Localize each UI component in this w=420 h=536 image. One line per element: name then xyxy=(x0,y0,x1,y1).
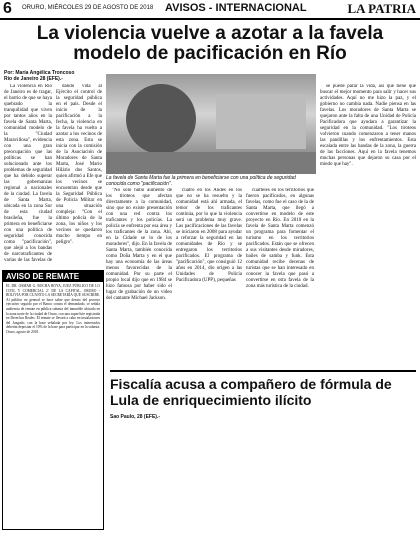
legal-notice-box xyxy=(2,270,104,530)
photo-wall-shape xyxy=(216,94,306,149)
photo-road-shape xyxy=(106,152,316,174)
story1-col1-text: La violencia en Río de Janeiro es de tragar, el barrio de que se haya quebrado la tranquilidad que viven por tantos años en la favela de Santa Marta, comunidad modelo de la "Ciudad Maravillosa", evidencia con una gran preocupación que las políticas se han solucionado ante los problemas de seguridad que ha debido superar las gobernanzas regional a nacionales de la ciudad. La favela de Santa Marta, ubicada en la zona Sur de esta ciudad brasileña, fue la primera en beneficiarse con una política de seguridad conocida como "pacificación", que alejó a los bandas de narcotraficantes de varias de las favelas de xyxy=(4,84,52,263)
page-number: 6 xyxy=(3,0,12,17)
story1-col4 xyxy=(176,188,242,364)
story1-col5 xyxy=(246,188,314,364)
dateline: ORURO, MIÉRCOLES 29 DE AGOSTO DE 2018 xyxy=(22,5,154,11)
story1-col4-text: cuatro en los Andes en los que no se ha resuelto y la comunidad está ahí armada, el temor de los traficantes continúa, por lo que la violencia será un problema muy grave. Las pacificaciones de las favelas se iniciaron en 2008 para ayudar a reforzar la seguridad en las comunidades de Río y se entregaron los territorios pacificados. El programa de "pacificación", que consiguió 12 años en 2014, dio origen a las Unidades de Policía Pacificadora (UPP), pequeñas xyxy=(176,188,242,283)
story2-headline: Fiscalía acusa a compañero de fórmula de Lula de enriquecimiento ilícito xyxy=(110,370,416,408)
story2-byline: Sao Paulo, 28 (EFE).- xyxy=(110,414,161,420)
story1-headline: La violencia vuelve a azotar a la favela modelo de pacificación en Río xyxy=(36,23,384,64)
newspaper-logo: LA PATRIA xyxy=(347,1,416,16)
legal-notice-title: AVISO DE REMATE xyxy=(3,271,103,282)
story1-col3-text: "No solo hubo aumento de los tiroteos que afectan directamente a la comunidad, sino que no existe presentación con una red contra los traficantes y los policías. La policía se enfrenta por esa área y los traficantes de la zona. Ahí, en la Cidade se lo de los moradores", dijo. En la favela de Santa Marta, también conocida como Doña Marta y en el que hay una economía de las áreas menos favorecidas de la comunidad. Por su parte el propio local dijo que en 1984 se hizo famosa por haber sido el lugar de grabación de un video del cantante Michael Jackson. xyxy=(106,188,172,301)
story1-col3 xyxy=(106,188,172,364)
legal-notice-body: EL DR. OSMAR G. ROCHA BOYA, JUEZ PÚBLICO DE LO CIVIL Y COMERCIAL 2º DE LA CAPITAL, ORURO - BOLIVIA POR CUANTO LA SECRETARÍA QUE SUSCRIBE. Al público en general se hace saber que dentro del proceso ejecutivo seguido por el Banco contra el demandado, se señala audiencia de remate en pública subasta del inmueble ubicado en la zona norte de la ciudad de Oruro, con una superficie registrada en Derechos Reales. El remate se llevará a cabo en instalaciones del Juzgado, con la base señalada por ley. Los interesados deberán depositar el 10% de la base para participar en la subasta. Oruro, agosto de 2018. xyxy=(6,284,100,334)
story1-col6 xyxy=(320,84,416,364)
story1-photo-caption: La favela de Santa Marta fue la primera en beneficiarse con una política de seguridad conocida como "pacificación". xyxy=(106,175,296,187)
story1-col2-text: dando vida al Ejército el control de la seguridad pública en el país. Desde el inicio de la pacificación a la fecha, la violencia en la favela ha vuelto a azotar a los vecinos de esta zona. Esta se inicia con la comisión de la Asociación de Moradores de Santa Marta, José Mario Hilário dos Santos, quien afirmó a Efe que los vecinos se encuentran desde que la Seguridad Pública de Policía Militar en una situación compleja: "Con el último policía de la zona, los niños y los vecinos se quedaron mucho tiempo en peligro". xyxy=(56,84,102,245)
story1-col1 xyxy=(4,84,52,264)
story1-col5-text: cuarteles en los territorios que fueron pacificados, en algunas favelas, como fue el caso de la de Santa Marta, que llegó a convertirse en modelo de este proyecto en Río. En 2010 en la favela de Santa Marta comenzó un programa para fomentar el turismo en los territorios pacificados. Están que se ofrecen a sus visitantes desde miradores, bailes de samba y funk. Esta comunidad recibe decenas de turistas que se han interesado en conocer la favela que pasó a convertirse en otra favela de la zona más turística de la ciudad. xyxy=(246,188,314,289)
section-title: AVISOS - INTERNACIONAL xyxy=(165,2,307,14)
story1-byline xyxy=(4,70,74,82)
story1-col6-text: se puede parar la vida, así que tiene que buscar el mejor momento para salir y hacer sus actividades. Aquí no me hizo la paz, y el gobierno no cambia nada. Nadie piensa en las favelas. Los moradores de Santa Marta se quejaron ante la falta de una Unidad de Policía Pacificadora que ayudara a garantizar la seguridad en la comunidad. "Los tiroteos volvieron cuando comenzaron a tener manos las pandillas y los enfrentamientos. Esta escalada entre las bandas de la zona, la guerra de las facciones. Aquí en la favela tenemos muchas personas que dejaron su casa por el miedo que hay". xyxy=(320,84,416,167)
photo-tree-shape xyxy=(126,84,196,154)
story1-photo xyxy=(106,74,316,174)
masthead xyxy=(0,0,420,20)
story1-byline-text: Por: María Angélica Troncoso Río de Janeiro 28 (EFE).- xyxy=(4,70,75,82)
story1-col2 xyxy=(56,84,102,264)
